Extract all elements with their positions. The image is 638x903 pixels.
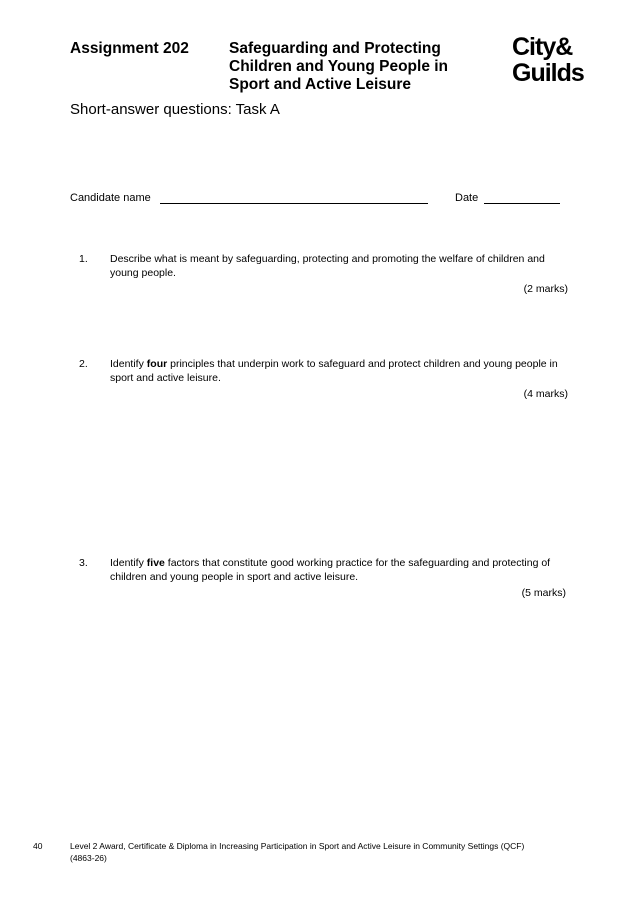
question-text <box>110 556 570 584</box>
date-line[interactable] <box>484 203 560 204</box>
question-text-after: factors that constitute good working practice for the safeguarding and protecting of children and young people in sport and active leisure. <box>110 557 551 583</box>
question-number: 3. <box>79 557 88 569</box>
title-line-3: Sport and Active Leisure <box>229 76 412 93</box>
question-emphasis: four <box>146 358 168 370</box>
question-text-before: Describe what is meant by safeguarding, protecting and promoting the welfare of children and young people. <box>110 253 545 279</box>
section-subtitle: Short-answer questions: Task A <box>70 101 280 118</box>
footer-line-1: Level 2 Award, Certificate & Diploma in Increasing Participation in Sport and Active Leisure in Community Settings (QCF) <box>70 841 525 851</box>
question-text-after: principles that underpin work to safeguard and protect children and young people in sport and active leisure. <box>110 358 558 384</box>
question-number: 1. <box>79 253 88 265</box>
page-number: 40 <box>33 841 43 851</box>
question-marks: (5 marks) <box>521 587 566 599</box>
date-label: Date <box>455 192 479 204</box>
title-line-1: Safeguarding and Protecting <box>229 40 441 57</box>
question-emphasis: five <box>146 557 165 569</box>
question-text-before: Identify <box>110 557 147 569</box>
logo-line-1: City& <box>512 33 573 61</box>
assignment-title <box>229 40 499 94</box>
question-text <box>110 357 570 385</box>
candidate-name-label: Candidate name <box>70 192 151 204</box>
city-and-guilds-logo <box>512 34 592 90</box>
title-line-2: Children and Young People in <box>229 58 449 75</box>
question-text <box>110 252 570 280</box>
footer-text <box>70 840 570 864</box>
question-marks: (2 marks) <box>523 283 568 295</box>
assignment-number: Assignment 202 <box>70 40 189 57</box>
question-text-before: Identify <box>110 358 147 370</box>
question-marks: (4 marks) <box>523 388 568 400</box>
question-number: 2. <box>79 358 88 370</box>
footer-line-2: (4863-26) <box>70 853 107 863</box>
candidate-name-line[interactable] <box>160 203 428 204</box>
logo-line-2: Guilds <box>512 59 584 87</box>
